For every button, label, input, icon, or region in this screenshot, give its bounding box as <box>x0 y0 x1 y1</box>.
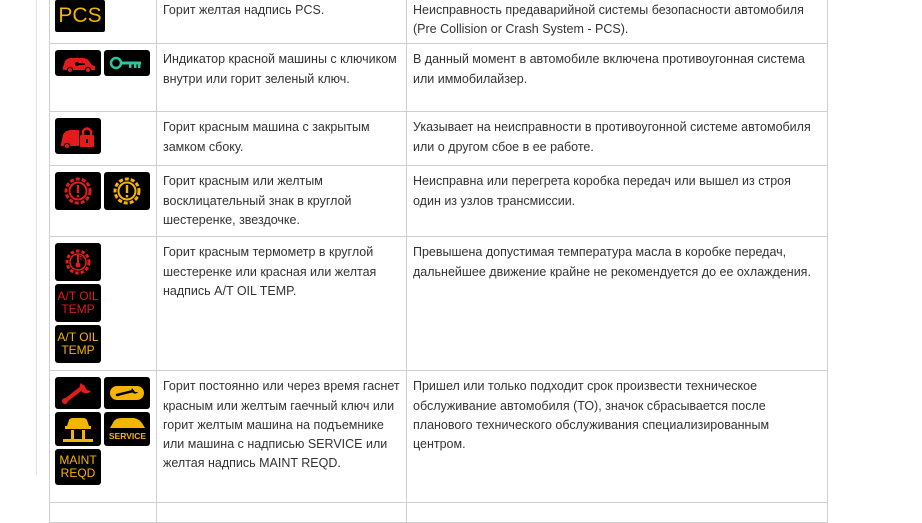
description-cell <box>157 166 407 237</box>
description-text: Горит красным машина с закрытым замком сбоку. <box>163 120 370 154</box>
meaning-cell <box>407 371 828 503</box>
car-lift-icon <box>55 412 101 446</box>
meaning-text: Неисправность предаварийной системы безопасности автомобиля (Pre Collision or Crash System - PCS). <box>413 3 804 37</box>
reqd-label: REQD <box>60 466 96 481</box>
icon-cell <box>50 0 157 44</box>
icon-cell <box>50 44 157 112</box>
description-cell <box>157 44 407 112</box>
service-label: SERVICE <box>108 431 147 442</box>
at-oil-label: A/T OIL <box>57 289 99 304</box>
maint-reqd-icon <box>55 449 101 485</box>
pcs-icon-label: PCS <box>58 4 102 27</box>
pcs-text-icon <box>55 0 105 32</box>
red-gear-exclamation-icon <box>55 172 101 210</box>
meaning-text: Указывает на неисправности в противоугонной системе автомобиля или о другом сбое в ее работе. <box>413 120 811 154</box>
red-at-oil-temp-icon <box>55 284 101 322</box>
left-border-line <box>36 0 37 475</box>
meaning-cell <box>407 166 828 237</box>
description-cell <box>157 237 407 371</box>
table-row <box>50 44 828 112</box>
meaning-text: Пришел или только подходит срок произвести техническое обслуживание автомобиля (ТО), значок сбрасывается после планового технического обслуживания специализированным центром. <box>413 379 770 452</box>
icon-cell <box>50 371 157 503</box>
temp-label: TEMP <box>61 343 95 358</box>
maint-label: MAINT <box>59 453 97 468</box>
meaning-text: В данный момент в автомобиле включена противоугонная система или иммобилайзер. <box>413 52 805 86</box>
description-cell <box>157 112 407 166</box>
description-cell <box>157 503 407 523</box>
at-oil-label: A/T OIL <box>57 330 99 345</box>
meaning-text: Неисправна или перегрета коробка передач или вышел из строя один из узлов трансмиссии. <box>413 174 791 208</box>
table-row <box>50 112 828 166</box>
yellow-wrench-icon <box>104 377 150 409</box>
table-row <box>50 237 828 371</box>
meaning-cell <box>407 0 828 44</box>
yellow-gear-exclamation-icon <box>104 172 150 210</box>
description-text: Горит желтая надпись PCS. <box>163 3 325 17</box>
icon-cell <box>50 112 157 166</box>
meaning-cell <box>407 503 828 523</box>
green-key-icon <box>104 50 150 76</box>
meaning-cell <box>407 112 828 166</box>
gear-thermometer-icon <box>55 243 101 281</box>
description-cell <box>157 371 407 503</box>
meaning-text: Превышена допустимая температура масла в коробке передач, дальнейшее движение крайне не рекомендуется до ее охлаждения. <box>413 245 811 279</box>
description-text: Индикатор красной машины с ключиком внутри или горит зеленый ключ. <box>163 52 397 86</box>
indicator-table <box>49 0 828 523</box>
table-row <box>50 0 828 44</box>
meaning-cell <box>407 44 828 112</box>
icon-cell <box>50 237 157 371</box>
table-row <box>50 371 828 503</box>
table-row <box>50 503 828 523</box>
red-car-key-icon <box>55 50 101 76</box>
yellow-at-oil-temp-icon <box>55 325 101 363</box>
icon-cell <box>50 503 157 523</box>
description-text: Горит постоянно или через время гаснет красным или желтым гаечный ключ или горит желтым машина на подъемнике или машина с надписью SERVICE или желтая надпись MAINT REQD. <box>163 379 400 471</box>
meaning-cell <box>407 237 828 371</box>
description-cell <box>157 0 407 44</box>
red-wrench-icon <box>55 377 101 409</box>
icon-cell <box>50 166 157 237</box>
description-text: Горит красным или желтым восклицательный знак в круглой шестеренке, звездочке. <box>163 174 352 227</box>
service-car-icon <box>104 412 150 446</box>
temp-label: TEMP <box>61 302 95 317</box>
description-text: Горит красным термометр в круглой шестеренке или красная или желтая надпись A/T OIL TEMP. <box>163 245 377 298</box>
car-lock-icon <box>55 118 101 154</box>
table-row <box>50 166 828 237</box>
